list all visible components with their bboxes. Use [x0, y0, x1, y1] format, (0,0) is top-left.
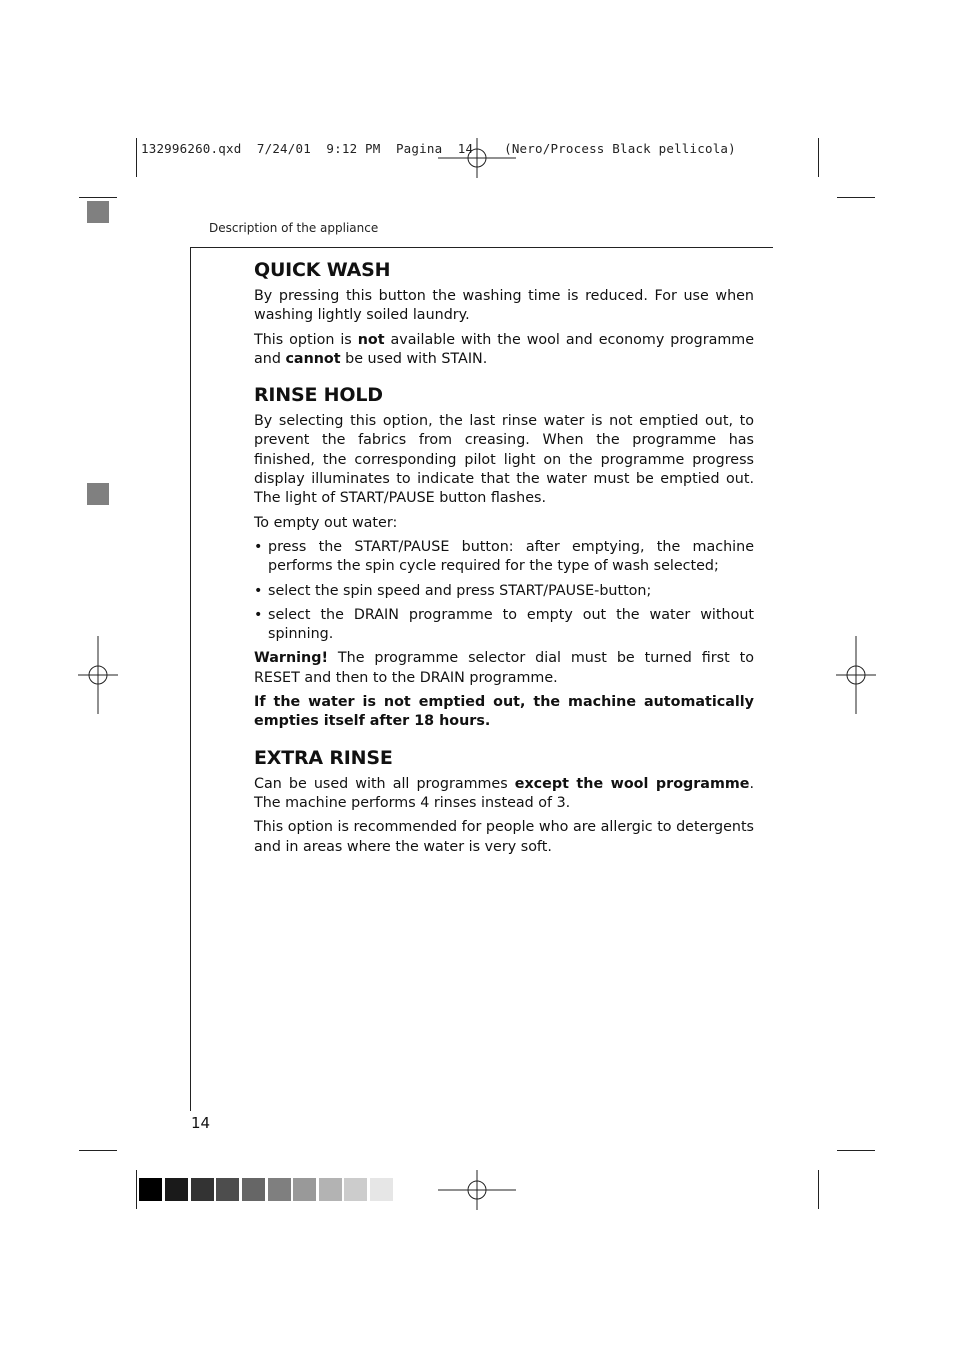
- bullet-icon: •: [254, 538, 263, 555]
- registration-mark-icon: [438, 138, 516, 178]
- text-run: be used with STAIN.: [340, 350, 488, 367]
- crop-mark: [837, 1150, 875, 1151]
- color-swatch: [216, 1178, 239, 1201]
- list-item-text: select the DRAIN programme to empty out the water without spinning.: [268, 606, 754, 643]
- bold-text: not: [357, 331, 385, 348]
- section-extra-rinse: [254, 746, 754, 857]
- registration-mark-icon: [438, 1170, 516, 1210]
- page-number: 14: [191, 1114, 211, 1132]
- instruction-list: [254, 538, 754, 644]
- paragraph: [254, 775, 754, 814]
- crop-mark: [818, 1170, 819, 1209]
- bold-note: [254, 693, 754, 732]
- bold-text: except the wool programme: [514, 775, 750, 792]
- color-swatch: [139, 1178, 162, 1201]
- list-item: [254, 582, 754, 601]
- paragraph: By pressing this button the washing time is reduced. For use when washing lightly soiled laundry.: [254, 288, 754, 324]
- bullet-icon: •: [254, 606, 263, 623]
- list-item-text: select the spin speed and press START/PAUSE-button;: [268, 582, 652, 599]
- color-swatch: [344, 1178, 367, 1201]
- section-tab-marker: [87, 483, 109, 505]
- color-swatch: [370, 1178, 393, 1201]
- bold-note-text: If the water is not emptied out, the machine automatically empties itself after 18 hours.: [254, 694, 754, 730]
- section-quick-wash: [254, 258, 754, 369]
- registration-mark-icon: [78, 636, 118, 714]
- running-header: Description of the appliance: [209, 221, 379, 235]
- text-run: . The machine performs 4 rinses instead of 3.: [254, 775, 754, 811]
- paragraph: [254, 331, 754, 370]
- section-heading: RINSE HOLD: [254, 384, 383, 407]
- list-item-text: press the START/PAUSE button: after emptying, the machine performs the spin cycle required for the type of wash selected;: [268, 538, 754, 575]
- warning-paragraph: [254, 649, 754, 688]
- margin-rule: [190, 247, 191, 1111]
- crop-mark: [136, 1170, 137, 1209]
- color-swatch: [242, 1178, 265, 1201]
- text-run: available with the wool and economy programme and: [254, 331, 754, 367]
- bold-text: cannot: [285, 350, 341, 367]
- text-run: Can be used with all programmes: [254, 775, 515, 792]
- color-swatch: [319, 1178, 342, 1201]
- print-slug: 132996260.qxd 7/24/01 9:12 PM Pagina 14 (Nero/Process Black pellicola): [141, 141, 736, 156]
- crop-mark: [818, 138, 819, 177]
- section-rinse-hold: [254, 383, 754, 731]
- color-swatch: [268, 1178, 291, 1201]
- crop-mark: [79, 1150, 117, 1151]
- color-swatch: [165, 1178, 188, 1201]
- color-swatch: [293, 1178, 316, 1201]
- main-content: [254, 258, 754, 871]
- bullet-icon: •: [254, 582, 263, 599]
- section-tab-marker: [87, 201, 109, 223]
- paragraph: To empty out water:: [254, 514, 398, 531]
- text-run: This option is: [254, 331, 358, 348]
- section-heading: QUICK WASH: [254, 259, 391, 281]
- list-item: [254, 538, 754, 577]
- warning-label: Warning!: [254, 650, 328, 667]
- paragraph: By selecting this option, the last rinse water is not emptied out, to prevent the fabrics from creasing. When the programme has finished, the corresponding pilot light on the programme progress display illuminates to indicate that the water must be emptied out. The light of START/PAUSE button flashes.: [254, 413, 754, 507]
- header-rule: [190, 247, 773, 248]
- registration-mark-icon: [836, 636, 876, 714]
- color-swatch: [191, 1178, 214, 1201]
- crop-mark: [837, 197, 875, 198]
- list-item: [254, 606, 754, 645]
- section-heading: EXTRA RINSE: [254, 746, 393, 769]
- crop-mark: [79, 197, 117, 198]
- crop-mark: [136, 138, 137, 177]
- paragraph: This option is recommended for people who are allergic to detergents and in areas where the water is very soft.: [254, 819, 754, 855]
- warning-text: The programme selector dial must be turned first to RESET and then to the DRAIN programme.: [254, 650, 754, 686]
